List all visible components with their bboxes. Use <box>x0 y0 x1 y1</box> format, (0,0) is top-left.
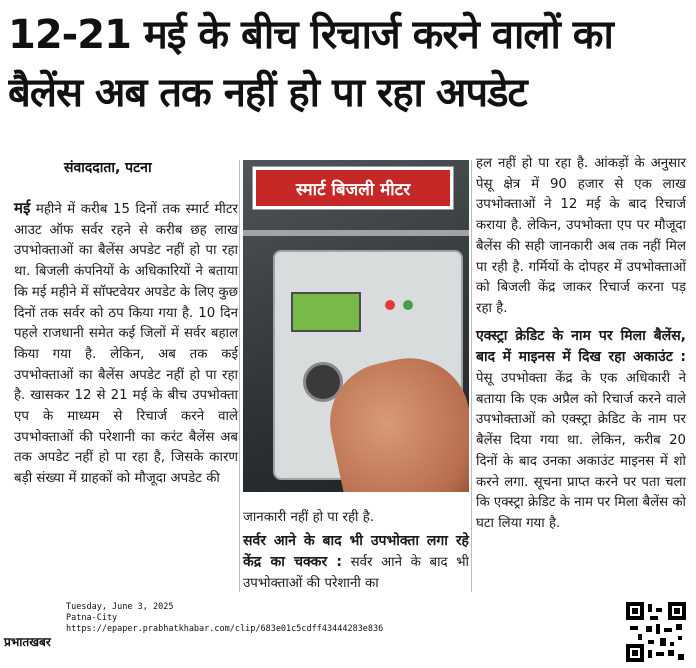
logo-text-1: प्रभात <box>4 635 30 649</box>
led-icon <box>403 300 413 310</box>
byline: संवाददाता, पटना <box>64 160 152 176</box>
clip-date: Tuesday, June 3, 2025 <box>66 602 174 612</box>
clip-url[interactable]: https://epaper.prabhatkhabar.com/clip/683e01c5cdff43444283e836 <box>66 624 384 634</box>
clip-meta <box>66 602 383 635</box>
column-2-text-1: जानकारी नहीं हो पा रही है. <box>243 510 374 525</box>
column-1-text: महीने में करीब 15 दिनों तक स्मार्ट मीटर आउट ऑफ सर्वर रहने से करीब छह लाख उपभोक्ताओं का बैलेंस अपडेट नहीं हो पा रहा था. बिजली कंपनियों के अधिकारियों ने बताया कि मई महीने में सॉफ्टवेयर अपडेट के लिए कुछ दिनों तक सर्वर को ठप किया गया है. 10 दिन पहले राजधानी समेत कई जिलों में सर्वर बहाल किया गया है. लेकिन, अब तक कई उपभोक्ताओं का बैलेंस अपडेट नहीं हो पा रहा है. खासकर 12 से 21 मई के बीच उपभोक्ता एप के माध्यम से रिचार्ज करने वाले उपभोक्ताओं की परेशानी का करंट बैलेंस अब तक अपडेट नहीं हो पा रहा है, जिसके कारण बड़ी संख्या में ग्राहकों को मौजूदा अपडेट की <box>14 202 238 487</box>
meter-display-shape <box>291 292 361 332</box>
photo-caption-tag: स्मार्ट बिजली मीटर <box>253 167 453 209</box>
qr-code-icon[interactable] <box>626 602 686 662</box>
headline <box>8 6 692 122</box>
clip-edition: Patna-City <box>66 613 118 623</box>
subhead-1: सर्वर आने के बाद भी उपभोक्ता लगा रहे केंद्र का चक्कर : <box>243 532 469 571</box>
headline-line-2: बैलेंस अब तक नहीं हो पा रहा अपडेट <box>8 70 527 116</box>
column-divider <box>471 160 472 592</box>
column-divider <box>239 160 240 592</box>
wire-shape <box>243 230 469 236</box>
article-column-2 <box>243 508 469 595</box>
footer <box>0 596 696 668</box>
column-3-text-1: हल नहीं हो पा रहा है. आंकड़ों के अनुसार पेसू क्षेत्र में 90 हजार से एक लाख उपभोक्ताओं ने 12 मई के बाद रिचार्ज कराया है. लेकिन, उपभोक्ता एप पर मौजूदा बैलेंस की सही जानकारी अब तक नहीं मिल पा रही है. गर्मियों के दोपहर में उपभोक्ताओं को बिजली केंद्र जाकर रिचार्ज करना पड़ रहा है. <box>476 156 686 316</box>
column-2-text-2: सर्वर आने के बाद भी उपभोक्ताओं की परेशानी का <box>243 555 469 592</box>
article-column-3 <box>476 154 686 535</box>
subhead-2: एक्स्ट्रा क्रेडिट के नाम पर मिला बैलेंस, बाद में माइनस में दिख रहा अकाउंट : <box>476 327 686 366</box>
publication-logo <box>4 633 51 650</box>
logo-text-2: खबर <box>29 635 51 649</box>
smart-meter-photo <box>243 160 469 492</box>
article-column-1 <box>14 198 238 490</box>
headline-line-1: 12-21 मई के बीच रिचार्ज करने वालों का <box>8 12 613 58</box>
led-icon <box>385 300 395 310</box>
column-3-text-2: पेसू उपभोक्ता केंद्र के एक अधिकारी ने बताया कि एक अप्रैल को रिचार्ज करने वाले उपभोक्ताओं को एक्स्ट्रा क्रेडिट के नाम पर बैलेंस दिया गया था. लेकिन, करीब 20 दिनों के बाद उनका अकाउंट माइनस में शो करने लगा. सूचना प्राप्त करने पर पता चला कि एक्स्ट्रा क्रेडिट के नाम पर मिला बैलेंस को घटा लिया गया है. <box>476 371 686 531</box>
lead-word: मई <box>14 199 31 217</box>
